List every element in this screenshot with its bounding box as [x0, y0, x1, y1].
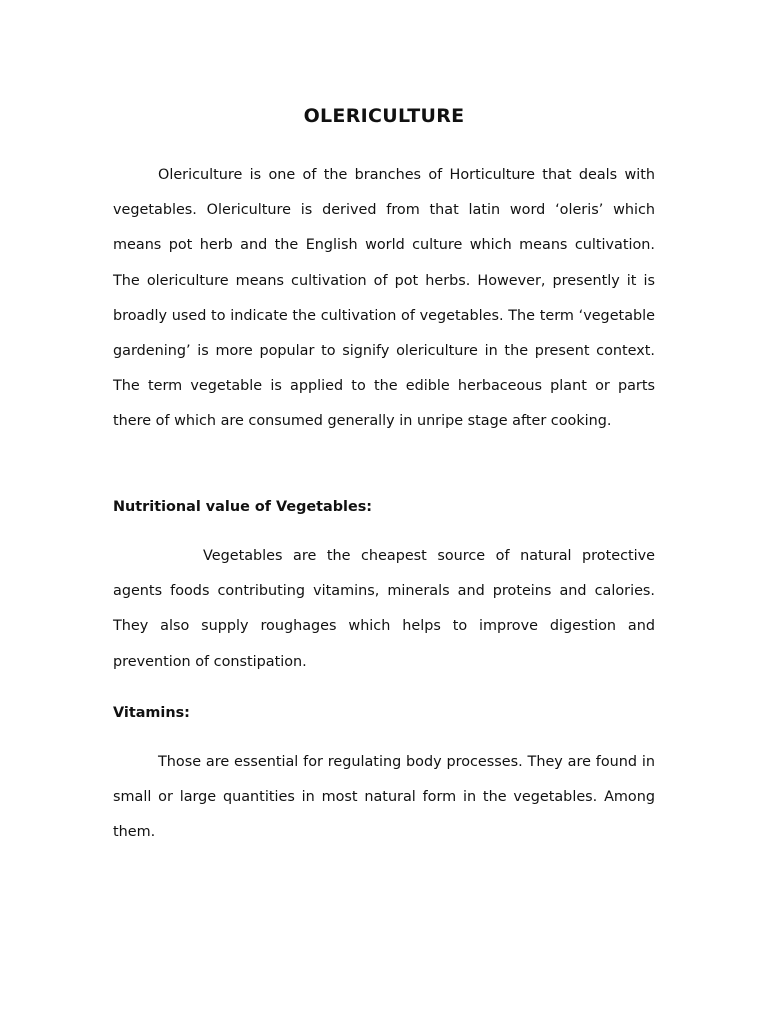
- intro-paragraph: Olericulture is one of the branches of Horticulture that deals with vegetables. Olericulture is derived from that latin word ‘oleris’ which means pot herb and the English world culture which means cultivation. The olericulture means cultivation of pot herbs. However, presently it is broadly used to indicate the cultivation of vegetables. The term ‘vegetable gardening’ is more popular to signify olericulture in the present context. The term vegetable is applied to the edible herbaceous plant or parts there of which are consumed generally in unripe stage after cooking.: [113, 167, 655, 430]
- section-heading-vitamins: Vitamins:: [113, 705, 190, 721]
- vitamins-paragraph: Those are essential for regulating body processes. They are found in small or large quantities in most natural form in the vegetables. Among them.: [113, 754, 655, 841]
- document-title: OLERICULTURE: [303, 105, 465, 127]
- section-heading-nutritional-value: Nutritional value of Vegetables:: [113, 499, 373, 515]
- nutritional-value-paragraph: Vegetables are the cheapest source of natural protective agents foods contributing vitamins, minerals and proteins and calories. They also supply roughages which helps to improve digestion and prevention of constipation.: [113, 548, 655, 670]
